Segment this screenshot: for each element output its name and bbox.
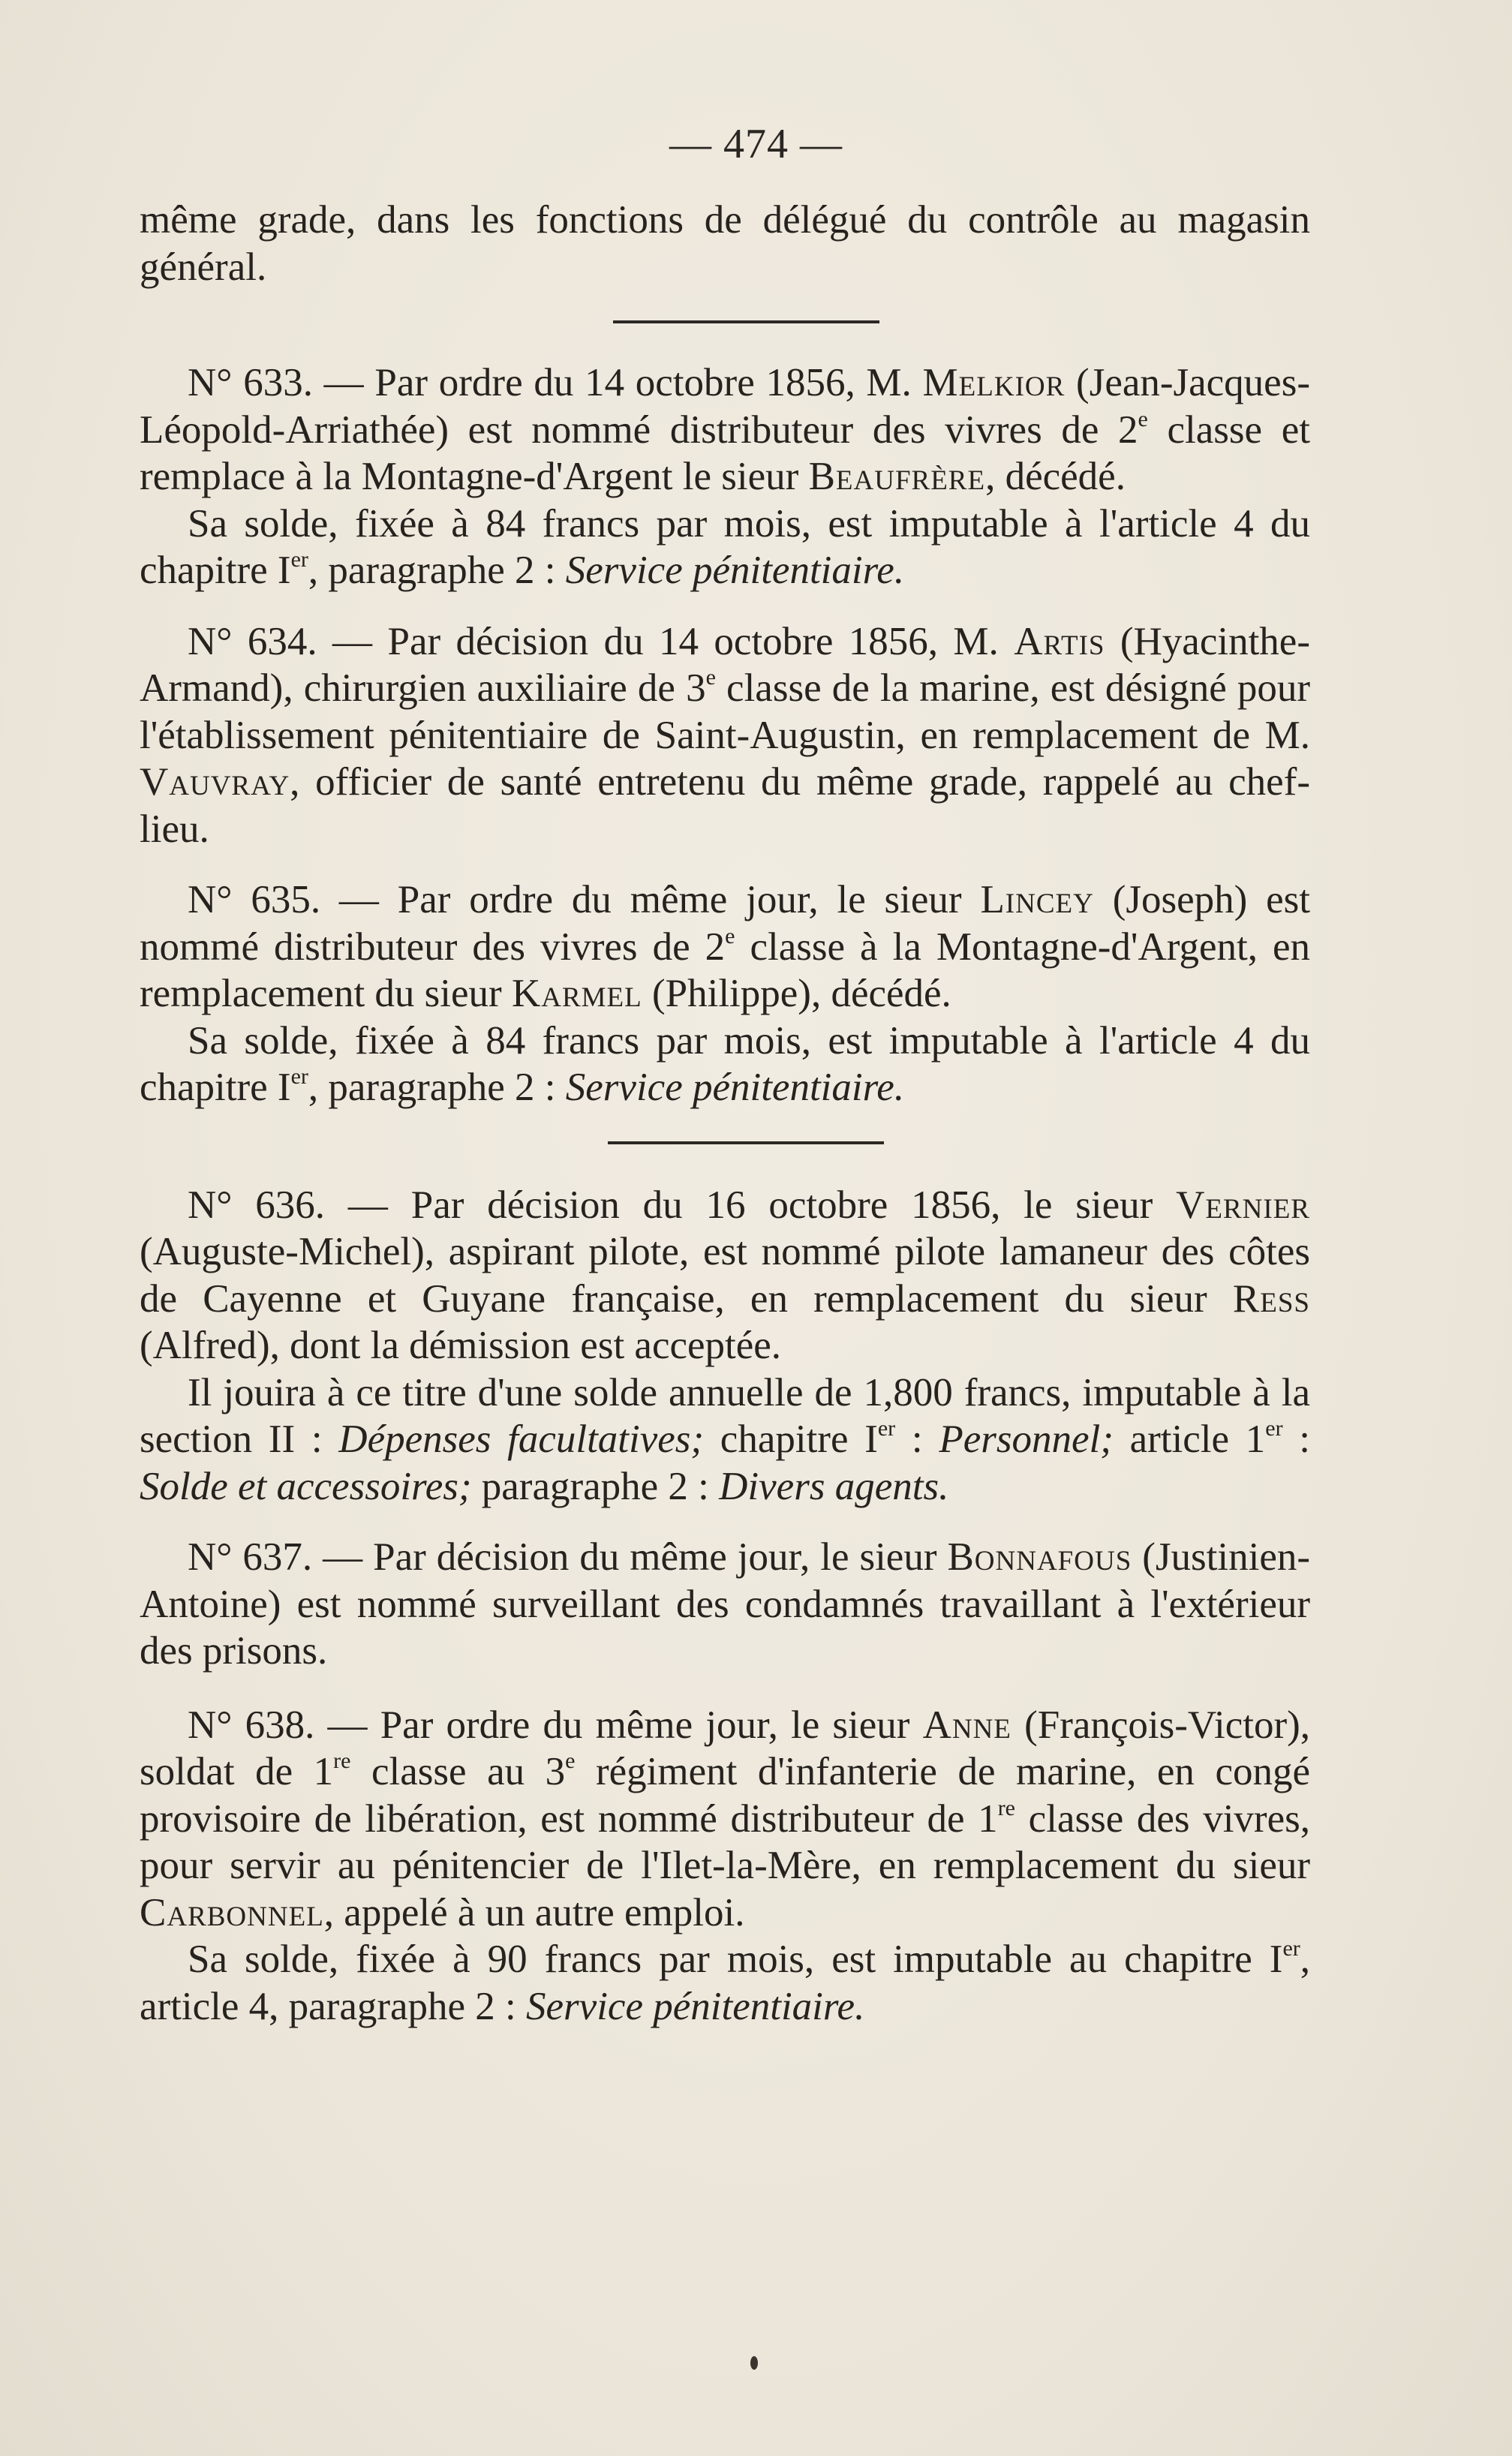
text-run: classe des vivres, pour servir au pénitencier de l'Ilet-la-Mère, en remplacement du sieur bbox=[140, 1796, 1310, 1887]
paragraph-635 bbox=[140, 876, 1310, 1018]
paragraph-633-pay bbox=[140, 501, 1310, 594]
person-name: Ress bbox=[1232, 1276, 1310, 1321]
text-run: (Hyacinthe-Armand), chirurgien auxiliaire de 3 bbox=[140, 619, 1310, 710]
text-run: N° 638. — Par ordre du même jour, le sieur bbox=[188, 1703, 923, 1747]
person-name: Vauvray bbox=[140, 760, 290, 804]
person-name: Bonnafous bbox=[947, 1535, 1132, 1579]
text-run: paragraphe 2 : bbox=[471, 1464, 720, 1508]
text-run: Il jouira à ce titre d'une solde annuelle de 1,800 francs, imputable à la section II : bbox=[140, 1370, 1310, 1461]
text-run: , paragraphe 2 : bbox=[308, 1066, 566, 1109]
text-run: Sa solde, fixée à 84 francs par mois, est imputable à l'article 4 du chapitre I bbox=[140, 1018, 1310, 1109]
paragraph-634 bbox=[140, 618, 1310, 853]
text-run: classe au 3 bbox=[350, 1750, 566, 1793]
italic-text: Service pénitentiaire. bbox=[526, 1984, 865, 2028]
paragraph-636-pay bbox=[140, 1369, 1310, 1511]
paragraph-637 bbox=[140, 1534, 1310, 1675]
text-run: Sa solde, fixée à 84 francs par mois, est imputable à l'article 4 du chapitre I bbox=[140, 501, 1310, 592]
superscript: e bbox=[565, 1748, 576, 1773]
superscript: er bbox=[1265, 1416, 1283, 1441]
text-run: classe et remplace à la Montagne-d'Argent le sieur bbox=[140, 407, 1310, 498]
text-run: (Alfred), dont la démission est acceptée. bbox=[140, 1324, 782, 1367]
italic-text: Solde et accessoires; bbox=[140, 1464, 472, 1508]
section-divider bbox=[608, 1141, 884, 1144]
text-run: (Jean-Jacques-Léopold-Arriathée) est nommé distributeur des vivres de 2 bbox=[140, 361, 1310, 452]
text-run: , appelé à un autre emploi. bbox=[323, 1890, 745, 1934]
superscript: er bbox=[1282, 1936, 1300, 1961]
superscript: re bbox=[997, 1795, 1015, 1820]
paragraph-continuation bbox=[140, 197, 1310, 290]
italic-text: Dépenses facultatives; bbox=[338, 1417, 705, 1461]
text-run: article 1 bbox=[1113, 1417, 1266, 1461]
person-name: Anne bbox=[922, 1703, 1012, 1747]
paragraph-636 bbox=[140, 1182, 1310, 1369]
text-run: , article 4, paragraphe 2 : bbox=[140, 1937, 1310, 2028]
body-text bbox=[140, 197, 1310, 2030]
text-run: N° 637. — Par décision du même jour, le sieur bbox=[188, 1535, 948, 1579]
text-run: N° 636. — Par décision du 16 octobre 1856, le sieur bbox=[188, 1183, 1177, 1227]
text-run: chapitre I bbox=[704, 1417, 878, 1461]
superscript: e bbox=[1138, 406, 1148, 431]
italic-text: Service pénitentiaire. bbox=[565, 1066, 905, 1109]
page-number: — 474 — bbox=[669, 121, 843, 167]
italic-text: Divers agents. bbox=[719, 1464, 949, 1508]
text-run: , officier de santé entretenu du même grade, rappelé au chef-lieu. bbox=[140, 760, 1310, 851]
text-run: N° 634. — Par décision du 14 octobre 1856, M. bbox=[188, 619, 1015, 663]
person-name: Carbonnel bbox=[140, 1890, 324, 1934]
text-run: (Joseph) est nommé distributeur des vivres de 2 bbox=[140, 878, 1311, 969]
person-name: Melkior bbox=[922, 361, 1066, 404]
text-run: régiment d'infanterie de marine, en congé provisoire de libération, est nommé distributeur de 1 bbox=[140, 1750, 1311, 1841]
paragraph-638 bbox=[140, 1702, 1310, 1937]
text-run: N° 635. — Par ordre du même jour, le sieur bbox=[188, 878, 981, 921]
superscript: er bbox=[877, 1416, 896, 1441]
text-run: (Auguste-Michel), aspirant pilote, est nommé pilote lamaneur des côtes de Cayenne et Guyane française, en remplacement du sieur bbox=[140, 1230, 1310, 1321]
text-run: N° 633. — Par ordre du 14 octobre 1856, M. bbox=[188, 361, 923, 404]
text-run: classe à la Montagne-d'Argent, en remplacement du sieur bbox=[140, 924, 1310, 1015]
italic-text: Service pénitentiaire. bbox=[565, 549, 905, 592]
person-name: Karmel bbox=[511, 972, 642, 1015]
superscript: re bbox=[333, 1748, 351, 1773]
text-run: : bbox=[1282, 1417, 1311, 1461]
superscript: e bbox=[725, 923, 735, 948]
text-run: : bbox=[895, 1417, 939, 1461]
text-run: , décédé. bbox=[985, 455, 1126, 498]
paragraph-633 bbox=[140, 359, 1310, 501]
paragraph-635-pay bbox=[140, 1018, 1310, 1111]
ink-speck bbox=[750, 2356, 758, 2370]
text-run: même grade, dans les fonctions de délégué du contrôle au magasin général. bbox=[140, 198, 1310, 289]
paragraph-638-pay bbox=[140, 1936, 1310, 2030]
section-divider bbox=[613, 320, 879, 323]
person-name: Artis bbox=[1014, 619, 1105, 663]
text-run: (François-Victor), soldat de 1 bbox=[140, 1703, 1311, 1793]
person-name: Beaufrère bbox=[808, 455, 986, 498]
superscript: e bbox=[705, 665, 716, 690]
text-run: (Philippe), décédé. bbox=[642, 972, 951, 1015]
person-name: Vernier bbox=[1176, 1183, 1310, 1227]
text-run: (Justinien-Antoine) est nommé surveillant des condamnés travaillant à l'extérieur des prisons. bbox=[140, 1535, 1310, 1673]
text-run: , paragraphe 2 : bbox=[308, 549, 566, 592]
text-run: Sa solde, fixée à 90 francs par mois, est imputable au chapitre I bbox=[188, 1937, 1283, 1981]
italic-text: Personnel; bbox=[939, 1417, 1114, 1461]
text-run: classe de la marine, est désigné pour l'établissement pénitentiaire de Saint-Augustin, en remplacement de M. bbox=[140, 666, 1310, 757]
person-name: Lincey bbox=[980, 878, 1094, 921]
superscript: er bbox=[290, 1064, 308, 1089]
superscript: er bbox=[290, 547, 308, 572]
